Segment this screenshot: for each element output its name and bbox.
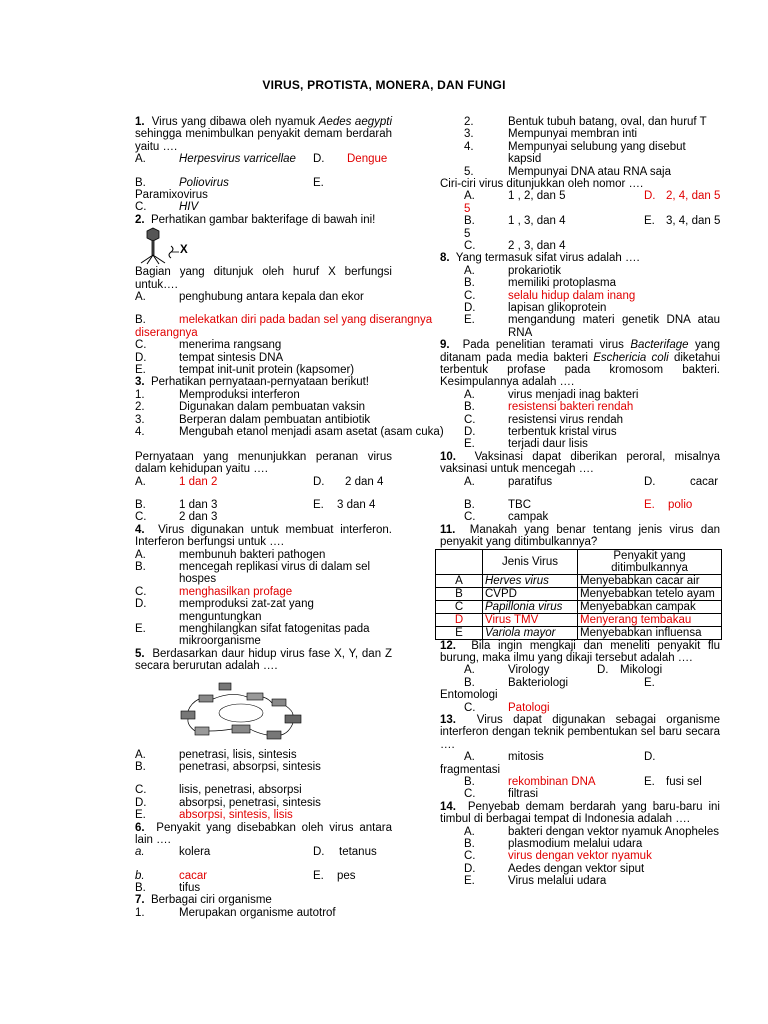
option-e: E. absorpsi, sintesis, lisis	[135, 809, 293, 822]
option-c: C. resistensi virus rendah	[464, 413, 624, 426]
option-row: B. TBC E. polio	[464, 498, 693, 511]
page-title: VIRUS, PROTISTA, MONERA, DAN FUNGI	[262, 78, 506, 92]
option-row: A. Virology D. Mikologi	[464, 664, 663, 677]
question-9: 9. Pada penelitian teramati virus Bacterifage yang ditanam pada media bakteri Eschericia coli diketahui terbentuk profase pada kromosom bakteri. Kesimpulannya adalah ….	[440, 339, 721, 389]
question-3: 3. Perhatikan pernyataan-pernyataan berikut!	[135, 376, 369, 389]
option-a: A. prokariotik	[464, 264, 562, 277]
option-e: E. tempat init-unit protein (kapsomer)	[135, 363, 355, 376]
option-c: C. 2 dan 3	[135, 511, 218, 524]
bacteriophage-icon	[135, 226, 205, 266]
option-e: E. terjadi daur lisis	[464, 438, 588, 451]
option-d: D. terbentuk kristal virus	[464, 425, 617, 438]
option-d: D. lapisan glikoprotein	[464, 301, 607, 314]
statement: 5. Mempunyai DNA atau RNA saja	[464, 165, 671, 178]
table-row: D Virus TMV Menyerang tembakau	[436, 613, 722, 626]
table-row: C Papillonia virus Menyebabkan campak	[436, 600, 722, 613]
option-c: C. selalu hidup dalam inang	[464, 289, 636, 302]
option-row: B. rekombinan DNA E. fusi sel	[464, 775, 702, 788]
virus-lifecycle-diagram	[135, 673, 392, 749]
option-row: A. 1 , 2, dan 5 D. 2, 4, dan 5	[464, 190, 721, 203]
option-row: B. 1 dan 3 E. 3 dan 4	[135, 498, 376, 511]
option-c: C. lisis, penetrasi, absorpsi	[135, 784, 302, 797]
bacteriophage-figure	[135, 226, 392, 266]
option-c: C. 2 , 3, dan 4	[464, 239, 566, 252]
option-d: D. Aedes dengan vektor siput	[464, 862, 645, 875]
option-d: D. absorpsi, penetrasi, sintesis	[135, 796, 321, 809]
question-2-stem: Bagian yang ditunjuk oleh huruf X berfungsi untuk….	[135, 266, 392, 291]
question-12: 12. Bila ingin mengkaji dan meneliti penyakit flu burung, maka ilmu yang dikaji tersebut adalah ….	[440, 639, 721, 664]
question-8: 8. Yang termasuk sifat virus adalah ….	[440, 252, 640, 265]
question-14: 14. Penyebab demam berdarah yang baru-baru ini timbul di berbagai tempat di Indonesia adalah ….	[440, 800, 720, 826]
left-column: 1. Virus yang dibawa oleh nyamuk Aedes aegypti sehingga menimbulkan penyakit demam berdarah yaitu …. A. Herpesvirus varricellae D. Dengue B. Poliovirus E. Paramixovirus C. HIV 2. Perhatikan gambar bakterifage di bawah ini! X Bagian yang ditunjuk oleh huruf X berfungsi untuk…. A. penghubung antara kepala dan ekor B. melekatkan diri pada badan sel yang diserangnya diserangnya C. menerima rangsang D. tempat sintesis DNA E. tempat init-unit protein (kapsomer) 3. Perhatikan pernyataan-pernyataan berikut! 1. Memproduksi interferon 2. Digunakan dalam pembuatan vaksin 3. Berperan dalam pembuatan antibiotik 4. Mengubah etanol menjadi asam asetat (asam cuka) Pernyataan yang menunjukkan peranan virus dalam kehidupan yaitu …. A. 1 dan 2 D. 2 dan 4 B. 1 dan 3 E. 3 dan 4 C. 2 dan 3 4. Virus digunakan untuk membuat interferon. Interferon berfungsi untuk …. A. membunuh bakteri pathogen B. mencegah replikasi virus di dalam sel hospes C. menghasilkan profage D. memproduksi zat-zat yang menguntungkan E. menghilangkan sifat fatogenitas pada mikroorganisme 5. Berdasarkan daur hidup virus fase X, Y, dan Z secara berurutan adalah …. A. penetrasi, lisis, sintesis B. penetrasi, absorpsi, sintesis C. lisis, penetrasi, absorpsi D. absorpsi, penetrasi, sintesis E. absorpsi, sintesis, lisis 6. Penyakit yang disebabkan oleh virus antara lain …. a. kolera D. tetanus b. cacar E. pes B. tifus 7. Berbagai ciri organisme 1. Merupakan organisme autotrof	[135, 116, 444, 919]
statement: 1. Memproduksi interferon	[135, 388, 300, 401]
option-d-text: fragmentasi	[440, 763, 501, 776]
question-10: 10. Vaksinasi dapat diberikan peroral, misalnya vaksinasi untuk mencegah ….	[440, 450, 720, 476]
option-b: B. melekatkan diri pada badan sel yang diserangnya	[135, 314, 433, 327]
table-row: B CVPD Menyebabkan tetelo ayam	[436, 587, 722, 600]
question-number: 1.	[135, 116, 145, 128]
question-13: 13. Virus dapat digunakan sebagai organisme interferon dengan teknik pembentukan sel baru secara ….	[440, 713, 721, 751]
option-c: C. menerima rangsang	[135, 339, 282, 352]
question-5: 5. Berdasarkan daur hidup virus fase X, Y, dan Z secara berurutan adalah ….	[135, 647, 392, 673]
option-c: C. filtrasi	[464, 788, 539, 801]
table-row: A Herves virus Menyebabkan cacar air	[436, 574, 722, 587]
option-a: A. membunuh bakteri pathogen	[135, 548, 326, 561]
question-7-stem: Ciri-ciri virus ditunjukkan oleh nomor ….	[440, 178, 644, 190]
question-2: 2. Perhatikan gambar bakterifage di bawah ini!	[135, 213, 376, 226]
option-c: C. menghasilkan profage	[135, 585, 293, 598]
question-4: 4. Virus digunakan untuk membuat interferon. Interferon berfungsi untuk ….	[135, 523, 392, 549]
option-c: B. tifus	[135, 882, 201, 895]
option-row: B. Bakteriologi E.	[464, 676, 655, 689]
option-e-text: Paramixovirus	[135, 189, 208, 201]
statement: 2. Digunakan dalam pembuatan vaksin	[135, 401, 366, 414]
option-a: A. virus menjadi inag bakteri	[464, 388, 639, 401]
table-header: Jenis Virus	[483, 549, 578, 574]
option-row: B. Poliovirus E.	[135, 176, 324, 189]
option-a: A. penghubung antara kepala dan ekor	[135, 291, 364, 304]
option-a: A. penetrasi, lisis, sintesis	[135, 748, 297, 761]
label-x: X	[180, 244, 188, 257]
question-6: 6. Penyakit yang disebabkan oleh virus antara lain ….	[135, 821, 392, 846]
right-column: 2. Bentuk tubuh batang, oval, dan huruf T 3. Mempunyai membran inti 4. Mempunyai selubung yang disebut kapsid 5. Mempunyai DNA atau RNA saja Ciri-ciri virus ditunjukkan oleh nomor …. A. 1 , 2, dan 5 D. 2, 4, dan 5 5 B. 1 , 3, dan 4 E. 3, 4, dan 5 5 C. 2 , 3, dan 4 8. Yang termasuk sifat virus adalah …. A. prokariotik B. memiliki protoplasma C. selalu hidup dalam inang D. lapisan glikoprotein E. mengandung materi genetik DNA atau RNA 9. Pada penelitian teramati virus Bacterifage yang ditanam pada media bakteri Eschericia coli diketahui terbentuk profase pada kromosom bakteri. Kesimpulannya adalah …. A. virus menjadi inag bakteri B. resistensi bakteri rendah C. resistensi virus rendah D. terbentuk kristal virus E. terjadi daur lisis 10. Vaksinasi dapat diberikan peroral, misalnya vaksinasi untuk mencegah …. A. paratifus D. cacar B. TBC E. polio C. campak 11. Manakah yang benar tentang jenis virus dan penyakit yang ditimbulkannya? Jenis Virus Penyakit yang ditimbulkannya A Herves virus Menyebabkan cacar air B CVPD Menyebabkan tetelo ayam C Papillonia virus Menyebabkan campak D Virus TMV Menyerang tembakau E Variola mayor Menyebabkan influensa 12. Bila ingin mengkaji dan meneliti penyakit flu burung, maka ilmu yang dikaji tersebut adalah …. A. Virology D. Mikologi B. Bakteriologi E. Entomologi C. Patologi 13. Virus dapat digunakan sebagai organisme interferon dengan teknik pembentukan sel baru secara …. A. mitosis D. fragmentasi B. rekombinan DNA E. fusi sel C. filtrasi 14. Penyebab demam berdarah yang baru-baru ini timbul di berbagai tempat di Indonesia adalah …. A. bakteri dengan vektor nyamuk Anopheles B. plasmodium melalui udara C. virus dengan vektor nyamuk D. Aedes dengan vektor siput E. Virus melalui udara	[440, 116, 720, 887]
option-c: C. Patologi	[464, 701, 550, 714]
statement: 1. Merupakan organisme autotrof	[135, 906, 336, 919]
option-row: B. 1 , 3, dan 4 E. 3, 4, dan 5	[464, 215, 721, 228]
option-row: A. Herpesvirus varricellae D. Dengue	[135, 153, 388, 166]
option-row: a. kolera D. tetanus	[135, 846, 377, 859]
question-3-stem: Pernyataan yang menunjukkan peranan virus dalam kehidupan yaitu ….	[135, 450, 392, 476]
table-row: E Variola mayor Menyebabkan influensa	[436, 626, 722, 639]
option-a: A. bakteri dengan vektor nyamuk Anopheles	[464, 825, 719, 838]
option-b: B. penetrasi, absorpsi, sintesis	[135, 760, 321, 773]
option-e: E. menghilangkan sifat fatogenitas pada mikroorganisme	[135, 622, 370, 648]
option-row: b. cacar E. pes	[135, 869, 356, 882]
option-row: A. 1 dan 2 D. 2 dan 4	[135, 475, 384, 488]
option-b: B. memiliki protoplasma	[464, 277, 617, 290]
statement: 3. Mempunyai membran inti	[464, 128, 638, 141]
option-b: B. plasmodium melalui udara	[464, 837, 643, 850]
statement: 4. Mengubah etanol menjadi asam asetat (asam cuka)	[135, 425, 444, 438]
statement: 4. Mempunyai selubung yang disebut kapsid	[464, 140, 686, 166]
statement: 3. Berperan dalam pembuatan antibiotik	[135, 413, 371, 426]
question-11: 11. Manakah yang benar tentang jenis virus dan penyakit yang ditimbulkannya?	[440, 523, 720, 549]
statement: 2. Bentuk tubuh batang, oval, dan huruf T	[464, 116, 707, 128]
option-b: B. mencegah replikasi virus di dalam sel hospes	[135, 560, 371, 586]
option-e: E. Virus melalui udara	[464, 875, 607, 888]
option-e: E. mengandung materi genetik DNA atau RNA	[464, 314, 720, 339]
option-c: C. HIV	[135, 201, 199, 214]
lifecycle-cycle-icon	[177, 681, 307, 745]
option-c: C. virus dengan vektor nyamuk	[464, 850, 652, 863]
option-e-text: Entomologi	[440, 689, 498, 702]
option-d: D. memproduksi zat-zat yang menguntungkan	[135, 598, 314, 623]
option-d: D. tempat sintesis DNA	[135, 351, 284, 364]
question-1: 1. Virus yang dibawa oleh nyamuk Aedes aegypti sehingga menimbulkan penyakit demam berdarah yaitu ….	[135, 116, 393, 153]
option-b: B. resistensi bakteri rendah	[464, 401, 634, 414]
question-7: 7. Berbagai ciri organisme	[135, 894, 272, 907]
option-row: A. paratifus D. cacar	[464, 475, 719, 488]
option-row: A. mitosis D.	[464, 751, 656, 764]
option-c: C. campak	[464, 511, 549, 524]
table-header: Penyakit yang ditimbulkannya	[578, 549, 722, 574]
virus-disease-table	[435, 549, 722, 640]
